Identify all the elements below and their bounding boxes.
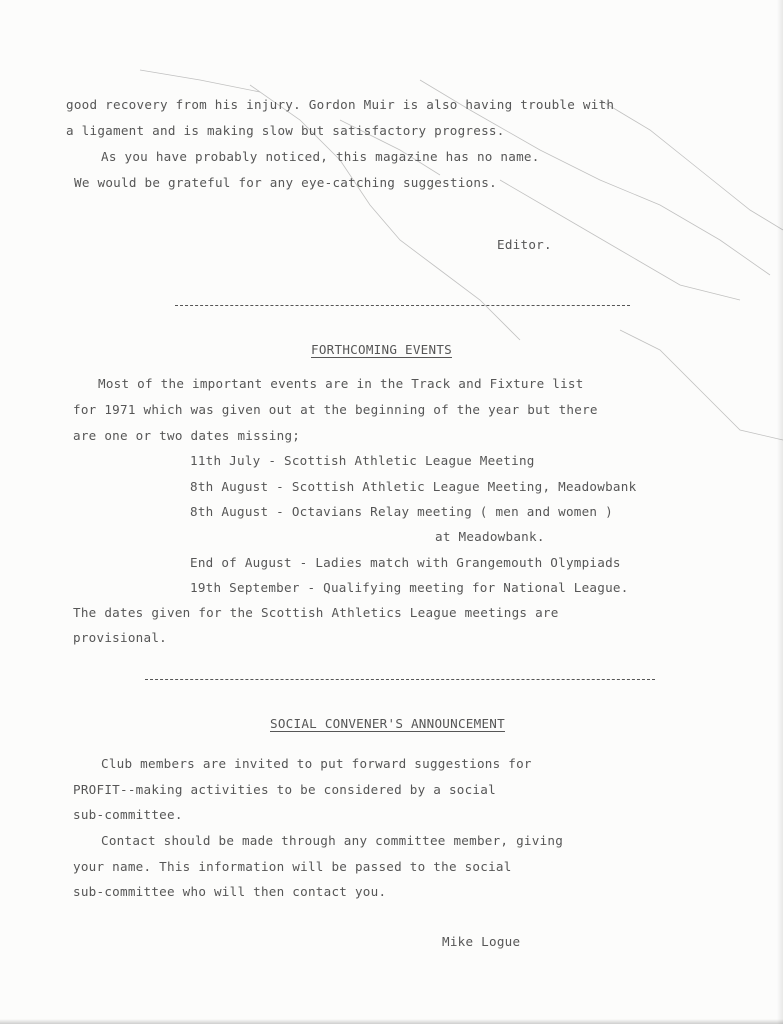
intro-line-3: As you have probably noticed, this magazine has no name. [101, 149, 540, 164]
social-line-6: sub-committee who will then contact you. [73, 884, 387, 899]
event-item-continuation: at Meadowbank. [435, 529, 545, 544]
social-line-5: your name. This information will be passed to the social [73, 859, 512, 874]
social-line-1: Club members are invited to put forward suggestions for [101, 756, 532, 771]
social-line-3: sub-committee. [73, 807, 183, 822]
section-divider [175, 305, 630, 306]
event-item: 8th August - Scottish Athletic League Meeting, Meadowbank [190, 479, 637, 494]
intro-line-4: We would be grateful for any eye-catching suggestions. [74, 175, 497, 190]
events-closing-line-1: The dates given for the Scottish Athletics League meetings are [73, 605, 559, 620]
social-heading: SOCIAL CONVENER'S ANNOUNCEMENT [270, 716, 505, 731]
editor-signature: Editor. [497, 237, 552, 252]
intro-line-2: a ligament and is making slow but satisfactory progress. [66, 123, 505, 138]
events-intro-line-2: for 1971 which was given out at the beginning of the year but there [73, 402, 598, 417]
events-closing-line-2: provisional. [73, 630, 167, 645]
page-edge-shadow [777, 0, 783, 1024]
page-bottom-edge [0, 1019, 783, 1024]
events-intro-line-1: Most of the important events are in the Track and Fixture list [98, 376, 584, 391]
social-line-2: PROFIT--making activities to be considered by a social [73, 782, 496, 797]
events-intro-line-3: are one or two dates missing; [73, 428, 301, 443]
social-line-4: Contact should be made through any committee member, giving [101, 833, 564, 848]
section-divider [145, 679, 655, 680]
event-item: 8th August - Octavians Relay meeting ( men and women ) [190, 504, 613, 519]
event-item: End of August - Ladies match with Grangemouth Olympiads [190, 555, 621, 570]
social-signature: Mike Logue [442, 934, 521, 949]
event-item: 19th September - Qualifying meeting for National League. [190, 580, 629, 595]
event-item: 11th July - Scottish Athletic League Meeting [190, 453, 535, 468]
intro-line-1: good recovery from his injury. Gordon Muir is also having trouble with [66, 97, 615, 112]
events-heading: FORTHCOMING EVENTS [311, 342, 452, 357]
